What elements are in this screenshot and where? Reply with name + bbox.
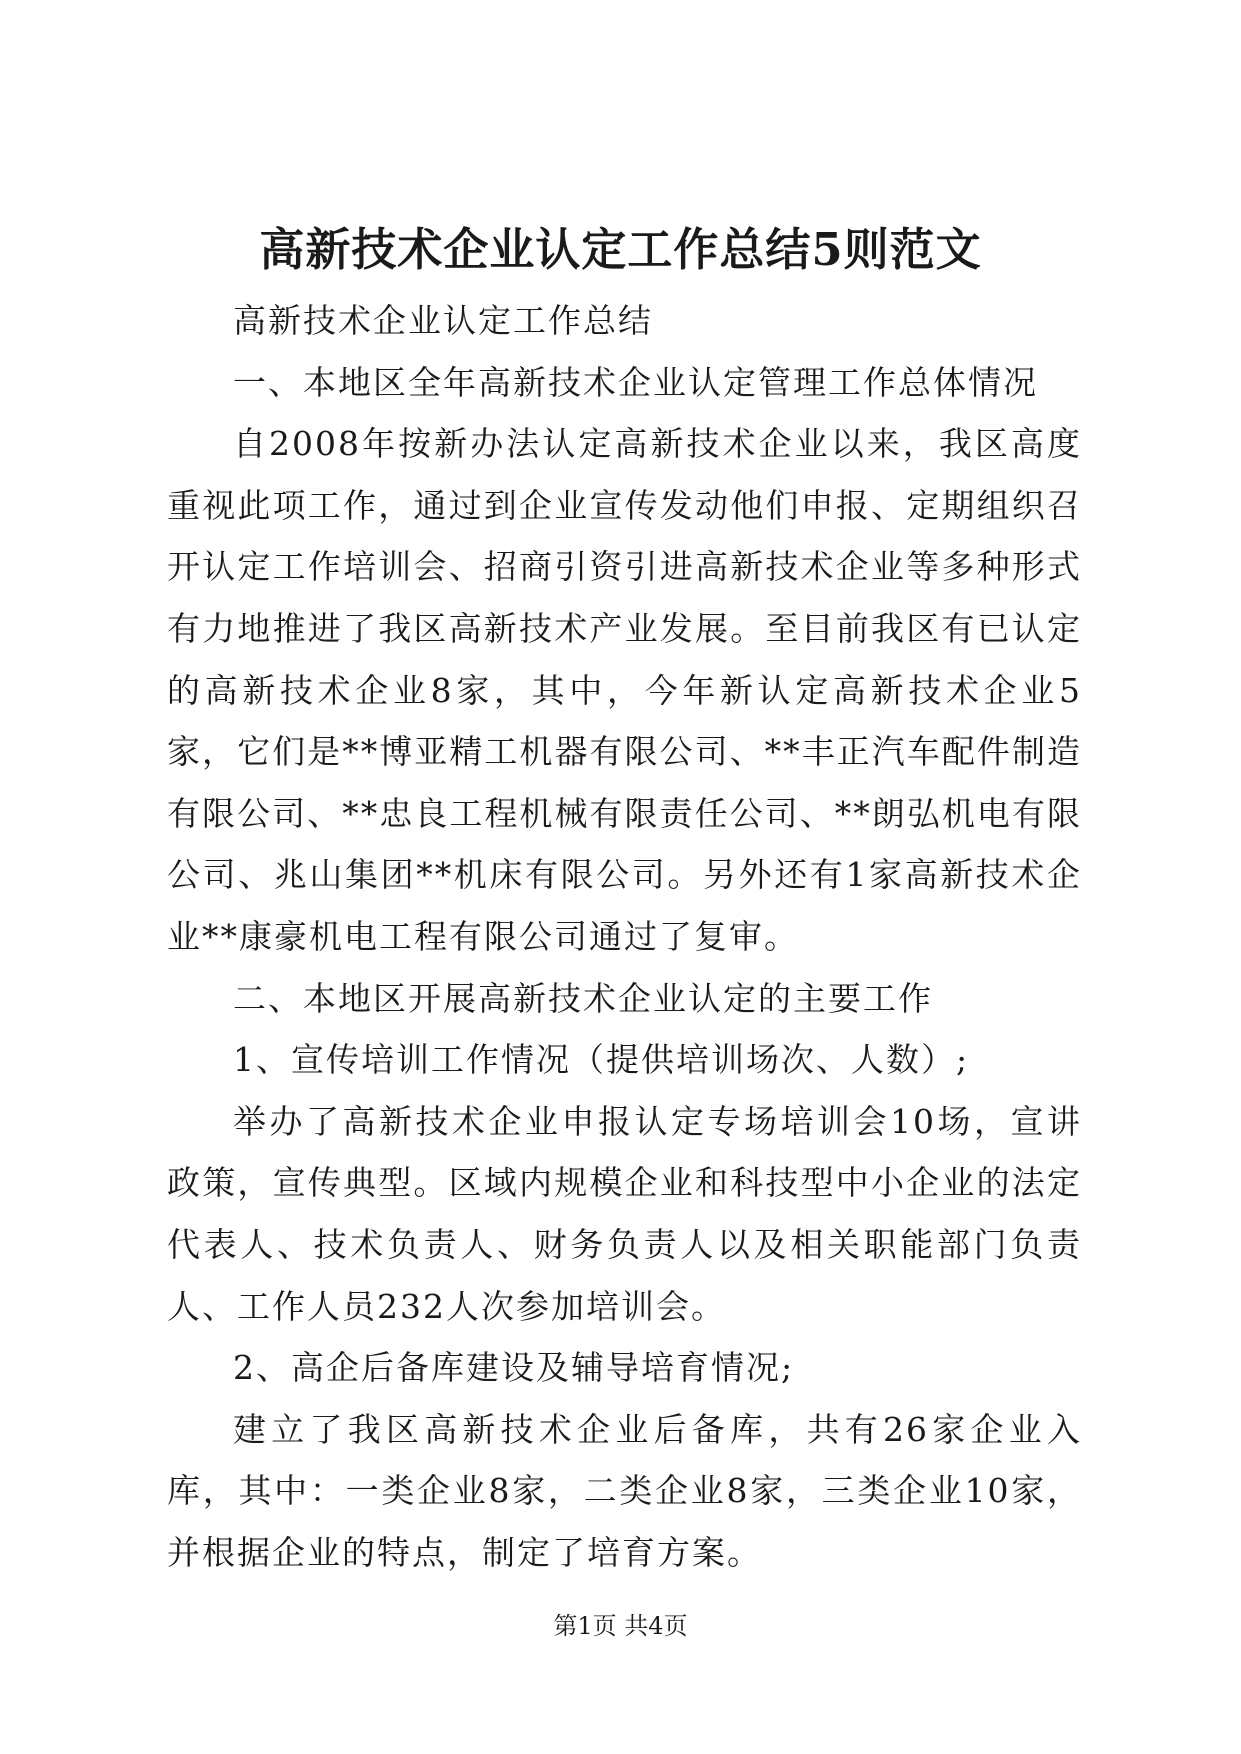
page-indicator: 第1页 共4页: [553, 1612, 688, 1640]
paragraph-item-2-body: 建立了我区高新技术企业后备库，共有26家企业入库，其中：一类企业8家，二类企业8家，三类企业10家，并根据企业的特点，制定了培育方案。: [167, 1409, 1082, 1572]
paragraph-section-1-body: 自2008年按新办法认定高新技术企业以来，我区高度重视此项工作，通过到企业宣传发动他们申报、定期组织召开认定工作培训会、招商引资引进高新技术企业等多种形式有力地推进了我区高新技术产业发展。至目前我区有已认定的高新技术企业8家，其中，今年新认定高新技术企业5家，它们是**博亚精工机器有限公司、**丰正汽车配件制造有限公司、**忠良工程机械有限责任公司、**朗弘机电有限公司、兆山集团**机床有限公司。另外还有1家高新技术企业**康豪机电工程有限公司通过了复审。: [167, 424, 1082, 956]
paragraph-item-1-heading: 1、宣传培训工作情况（提供培训场次、人数）;: [233, 1040, 970, 1080]
document-title: 高新技术企业认定工作总结5则范文: [259, 223, 982, 276]
paragraph-subtitle: 高新技术企业认定工作总结: [233, 301, 653, 340]
paragraph-section-1-heading: 一、本地区全年高新技术企业认定管理工作总体情况: [233, 362, 1038, 402]
paragraph-section-2-heading: 二、本地区开展高新技术企业认定的主要工作: [233, 978, 933, 1018]
document-body: [167, 290, 1082, 1583]
paragraph-item-2-heading: 2、高企后备库建设及辅导培育情况;: [233, 1348, 795, 1388]
paragraph-item-1-body: 举办了高新技术企业申报认定专场培训会10场，宣讲政策，宣传典型。区域内规模企业和科技型中小企业的法定代表人、技术负责人、财务负责人以及相关职能部门负责人、工作人员232人次参加培训会。: [167, 1101, 1082, 1326]
